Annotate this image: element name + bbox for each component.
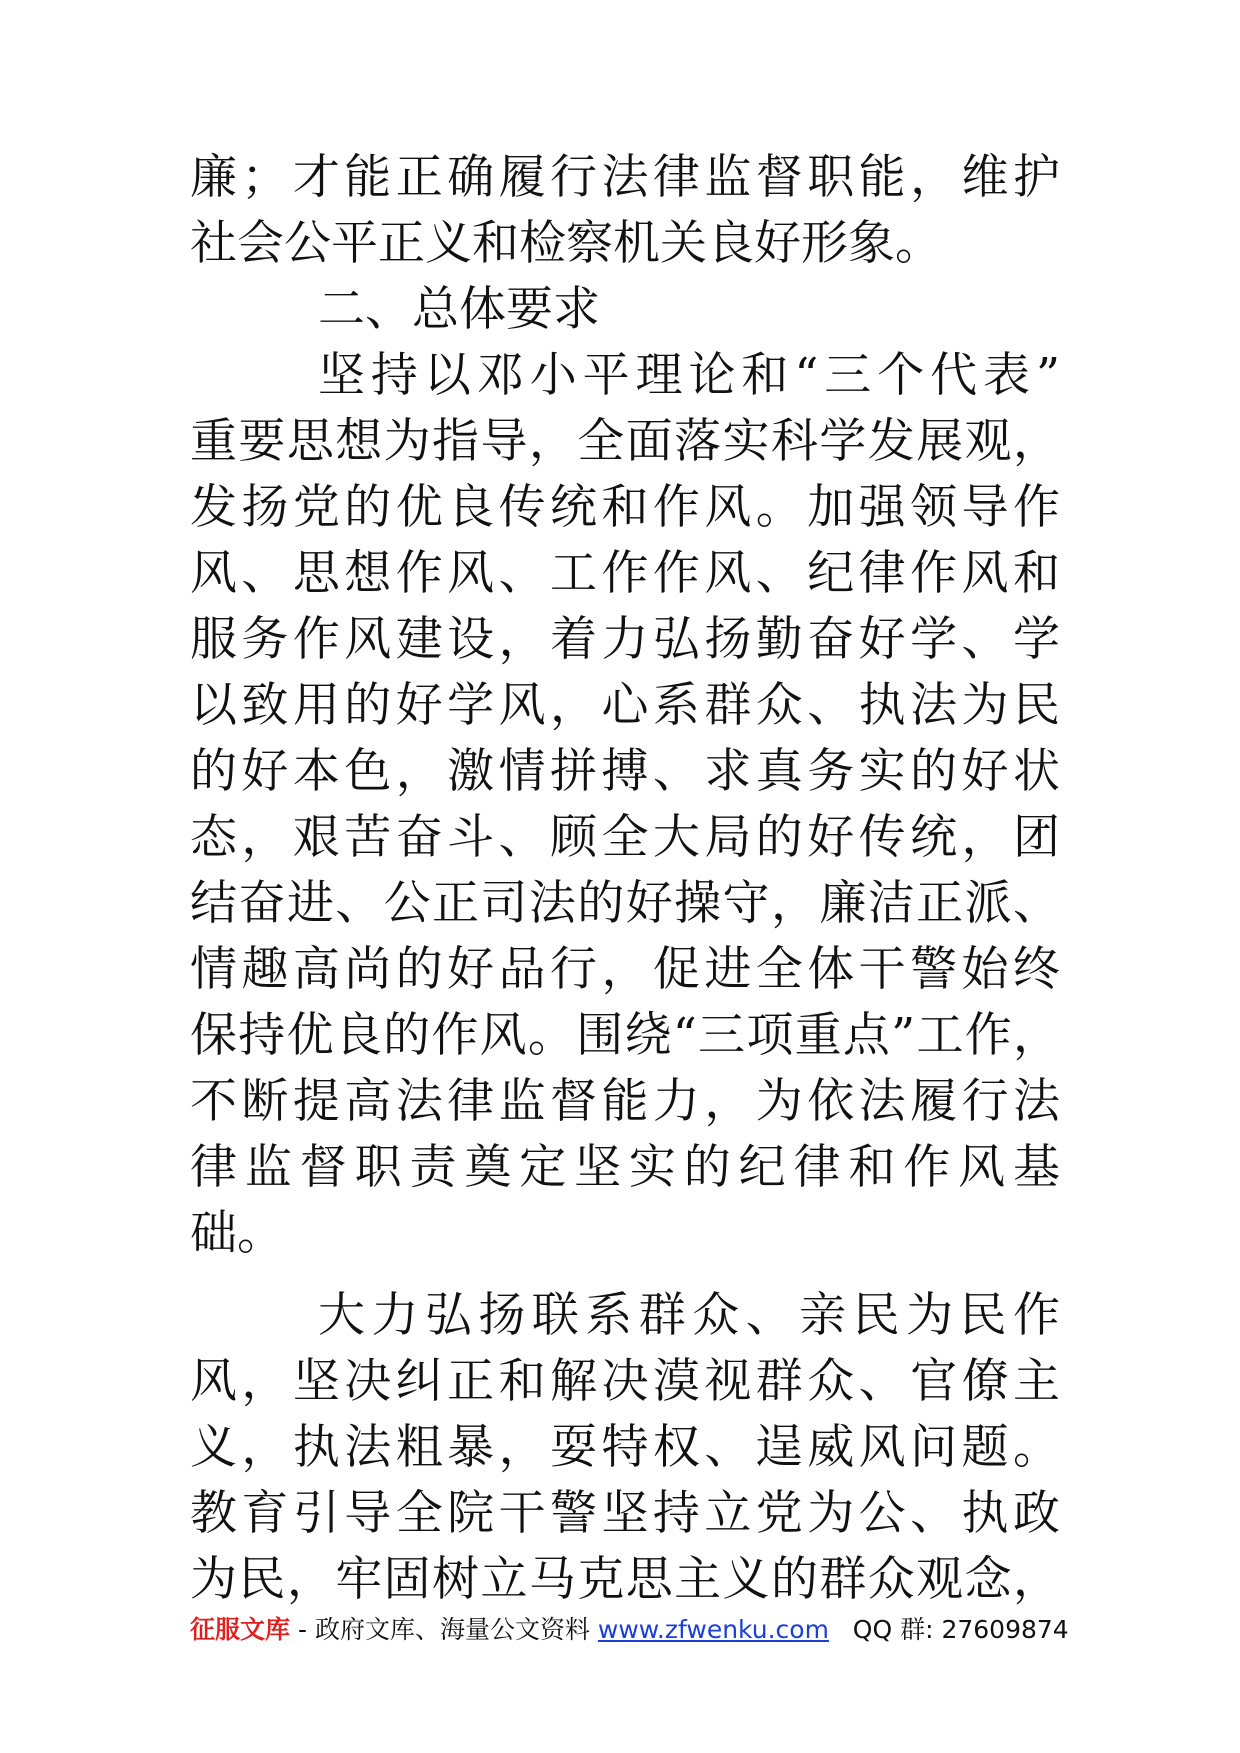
text-line: 为民，牢固树立马克思主义的群众观念， xyxy=(190,1552,1060,1607)
footer-description: 政府文库、海量公文资料 xyxy=(314,1615,598,1644)
text-line: 以致用的好学风，心系群众、执法为民 xyxy=(190,678,1060,733)
section-heading: 二、总体要求 xyxy=(318,282,600,337)
text-line: 廉；才能正确履行法律监督职能，维护 xyxy=(190,150,1060,205)
text-line: 础。 xyxy=(190,1206,284,1261)
text-line: 不断提高法律监督能力，为依法履行法 xyxy=(190,1074,1060,1129)
paragraph-first-line: 大力弘扬联系群众、亲民为民作 xyxy=(318,1288,1060,1343)
text-line: 教育引导全院干警坚持立党为公、执政 xyxy=(190,1486,1060,1541)
footer-qq-group: QQ 群: 27609874 xyxy=(852,1615,1069,1644)
document-body xyxy=(190,145,1060,1613)
footer-url-link[interactable]: www.zfwenku.com xyxy=(597,1615,829,1644)
text-line: 重要思想为指导，全面落实科学发展观， xyxy=(190,414,1060,469)
text-line: 的好本色，激情拼搏、求真务实的好状 xyxy=(190,744,1060,799)
text-line: 律监督职责奠定坚实的纪律和作风基 xyxy=(190,1140,1060,1195)
text-line: 风，坚决纠正和解决漠视群众、官僚主 xyxy=(190,1354,1060,1409)
footer-brand: 征服文库 xyxy=(190,1615,291,1644)
text-line: 义，执法粗暴，耍特权、逞威风问题。 xyxy=(190,1420,1060,1475)
text-line: 情趣高尚的好品行，促进全体干警始终 xyxy=(190,942,1060,997)
text-line: 保持优良的作风。围绕“三项重点”工作， xyxy=(190,1008,1060,1063)
text-line: 社会公平正义和检察机关良好形象。 xyxy=(190,216,942,271)
text-line: 态，艰苦奋斗、顾全大局的好传统，团 xyxy=(190,810,1060,865)
page-footer xyxy=(190,1610,1069,1650)
text-line: 服务作风建设，着力弘扬勤奋好学、学 xyxy=(190,612,1060,667)
text-line: 结奋进、公正司法的好操守，廉洁正派、 xyxy=(190,876,1060,931)
text-line: 风、思想作风、工作作风、纪律作风和 xyxy=(190,546,1060,601)
paragraph-first-line: 坚持以邓小平理论和“三个代表” xyxy=(318,348,1060,403)
paragraph-gap xyxy=(190,1267,1060,1283)
text-line: 发扬党的优良传统和作风。加强领导作 xyxy=(190,480,1060,535)
footer-separator: - xyxy=(290,1615,315,1644)
